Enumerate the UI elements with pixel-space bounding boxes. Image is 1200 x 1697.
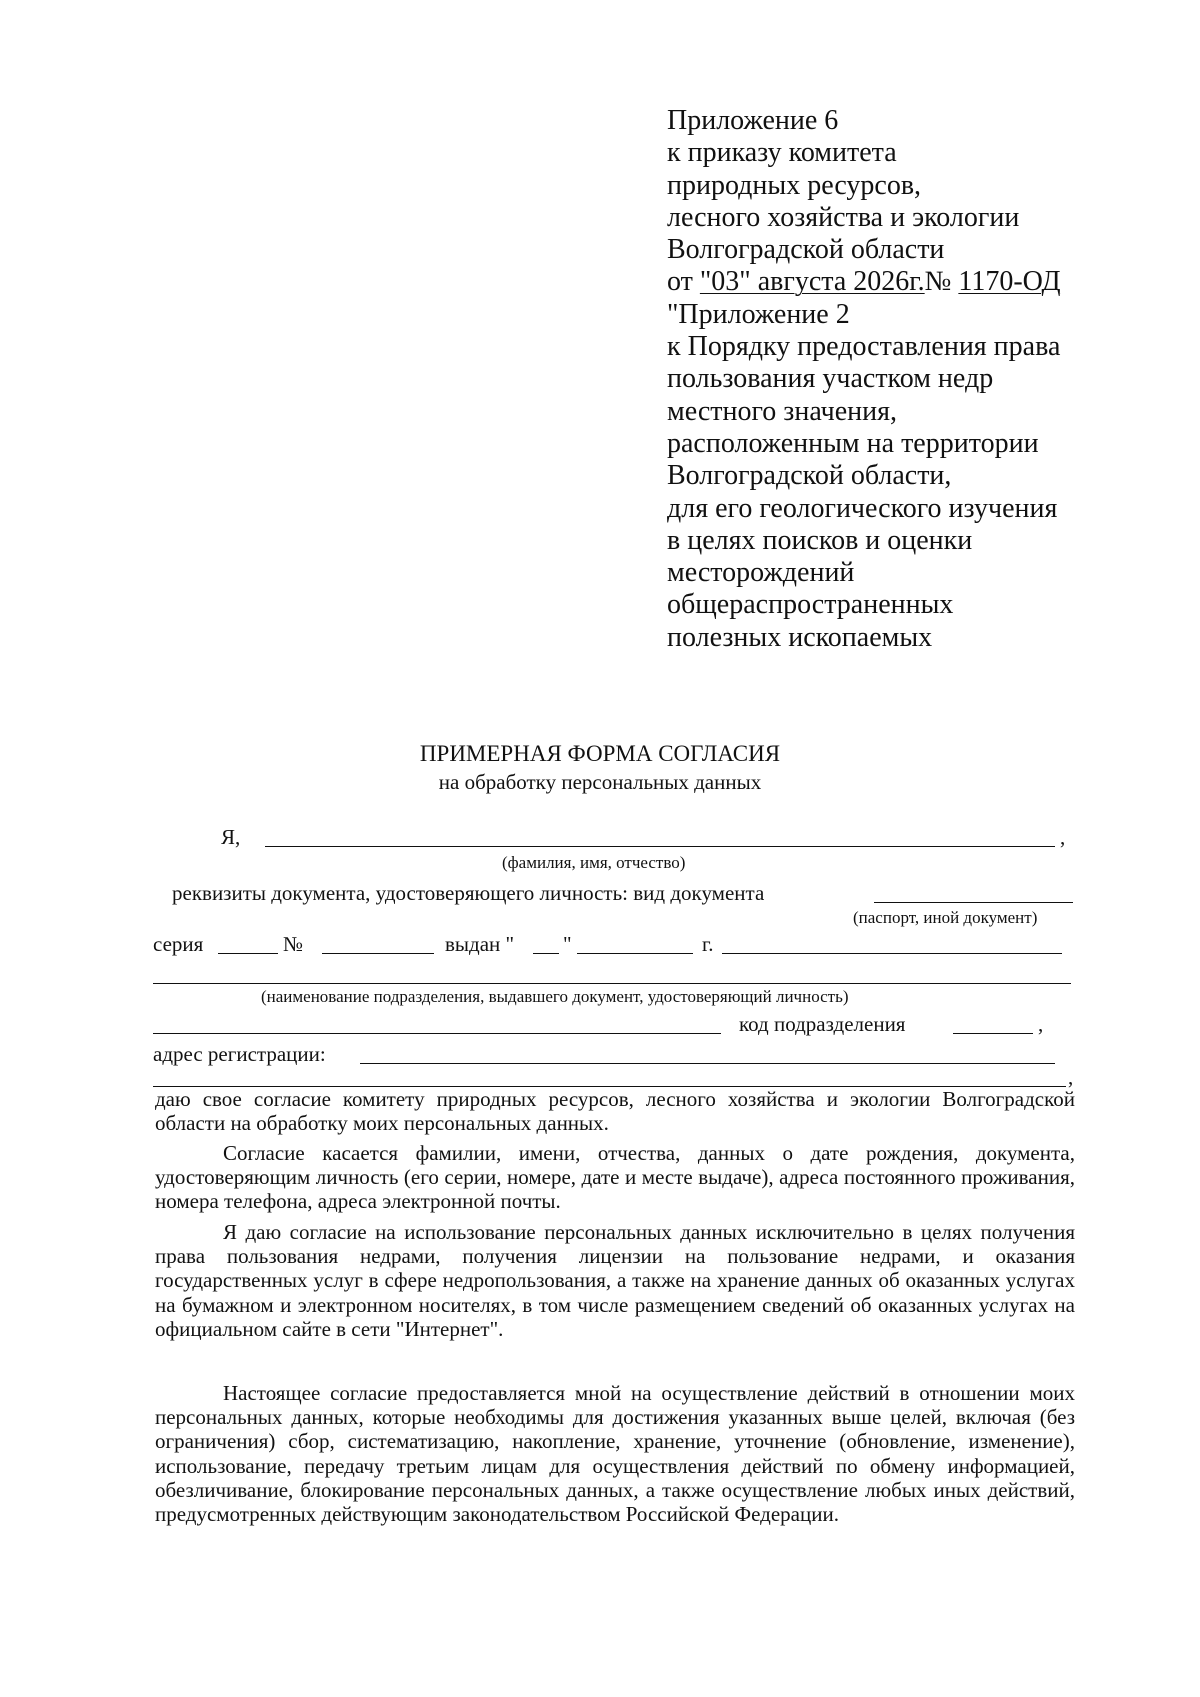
scope-paragraph xyxy=(155,1141,1075,1214)
appendix-line: полезных ископаемых xyxy=(667,621,933,653)
consent-text: даю свое согласие комитету природных ресурсов, лесного хозяйства и экологии Волгоградской области на обработку моих персональных данных. xyxy=(155,1087,1075,1136)
appendix-line: "Приложение 2 xyxy=(667,298,850,330)
fio-field[interactable] xyxy=(265,846,1055,847)
fio-comma: , xyxy=(1060,825,1066,849)
order-number: 1170-ОД xyxy=(958,266,1061,298)
issued-label: выдан " xyxy=(445,932,515,956)
appendix-line: Волгоградской области, xyxy=(667,460,952,492)
issue-quote: " xyxy=(563,932,572,956)
issuer-hint: (наименование подразделения, выдавшего документ, удостоверяющий личность) xyxy=(261,987,849,1006)
issue-year-issuer-field[interactable] xyxy=(722,953,1062,954)
issue-month-field[interactable] xyxy=(577,953,693,954)
issuer-field-continued[interactable] xyxy=(153,1033,721,1034)
order-number-sign: № xyxy=(924,266,959,298)
appendix-line: местного значения, xyxy=(667,395,897,427)
division-code-field[interactable] xyxy=(953,1033,1033,1034)
appendix-line: к приказу комитета xyxy=(667,137,897,169)
consent-paragraph xyxy=(155,1087,1075,1135)
number-label: № xyxy=(283,932,304,956)
form-subtitle: на обработку персональных данных xyxy=(438,770,762,794)
scope-text: Согласие касается фамилии, имени, отчества, данных о дате рождения, документа, удостоверяющим личность (его серии, номере, дате и месте выдаче), адреса постоянного проживания, номера телефона, адреса электронной почты. xyxy=(155,1141,1075,1214)
actions-paragraph xyxy=(155,1381,1075,1526)
number-field[interactable] xyxy=(322,953,434,954)
issue-day-field[interactable] xyxy=(533,953,559,954)
fio-hint: (фамилия, имя, отчество) xyxy=(502,853,686,872)
appendix-line: Волгоградской области xyxy=(667,234,945,266)
appendix-line: природных ресурсов, xyxy=(667,169,922,201)
form-title: ПРИМЕРНАЯ ФОРМА СОГЛАСИЯ xyxy=(419,741,781,766)
series-label: серия xyxy=(153,932,204,956)
series-field[interactable] xyxy=(218,953,278,954)
purpose-paragraph xyxy=(155,1220,1075,1341)
i-label: Я, xyxy=(221,825,241,849)
address-label: адрес регистрации: xyxy=(153,1042,326,1066)
appendix-header xyxy=(667,105,1087,654)
order-reference-line xyxy=(667,266,1087,298)
appendix-line: для его геологического изучения xyxy=(667,492,1058,524)
division-code-comma: , xyxy=(1038,1012,1044,1036)
order-prefix: от xyxy=(667,266,700,298)
appendix-line: в целях поисков и оценки xyxy=(667,524,973,556)
doc-details-label: реквизиты документа, удостоверяющего личность: вид документа xyxy=(172,881,765,905)
issuer-field[interactable] xyxy=(153,983,1071,984)
order-date: "03" августа 2026г. xyxy=(699,266,925,298)
year-label: г. xyxy=(702,932,714,956)
purpose-text: Я даю согласие на использование персональных данных исключительно в целях получения права пользования недрами, получения лицензии на пользование недрами, и оказания государственных услуг в сфере недропользования, а также на хранение данных об оказанных услугах на бумажном и электронном носителях, в том числе размещением сведений об оказанных услугах на официальном сайте в сети "Интернет". xyxy=(155,1220,1075,1341)
address-comma: , xyxy=(1068,1065,1074,1089)
division-code-label: код подразделения xyxy=(739,1012,906,1036)
appendix-line: к Порядку предоставления права xyxy=(667,331,1061,363)
appendix-line: расположенным на территории xyxy=(667,427,1039,459)
appendix-line: лесного хозяйства и экологии xyxy=(667,201,1020,233)
appendix-line: общераспространенных xyxy=(667,589,954,621)
appendix-line: пользования участком недр xyxy=(667,363,994,395)
address-field[interactable] xyxy=(360,1063,1055,1064)
doc-type-field[interactable] xyxy=(874,902,1073,903)
doc-type-hint: (паспорт, иной документ) xyxy=(853,908,1038,927)
actions-text: Настоящее согласие предоставляется мной на осуществление действий в отношении моих персональных данных, которые необходимы для достижения указанных выше целей, включая (без ограничения) сбор, систематизацию, накопление, хранение, уточнение (обновление, изменение), использование, передачу третьим лицам для осуществления действий по обмену информацией, обезличивание, блокирование персональных данных, а также осуществление любых иных действий, предусмотренных действующим законодательством Российской Федерации. xyxy=(155,1381,1075,1527)
appendix-line: месторождений xyxy=(667,557,855,589)
appendix-line: Приложение 6 xyxy=(667,105,839,136)
